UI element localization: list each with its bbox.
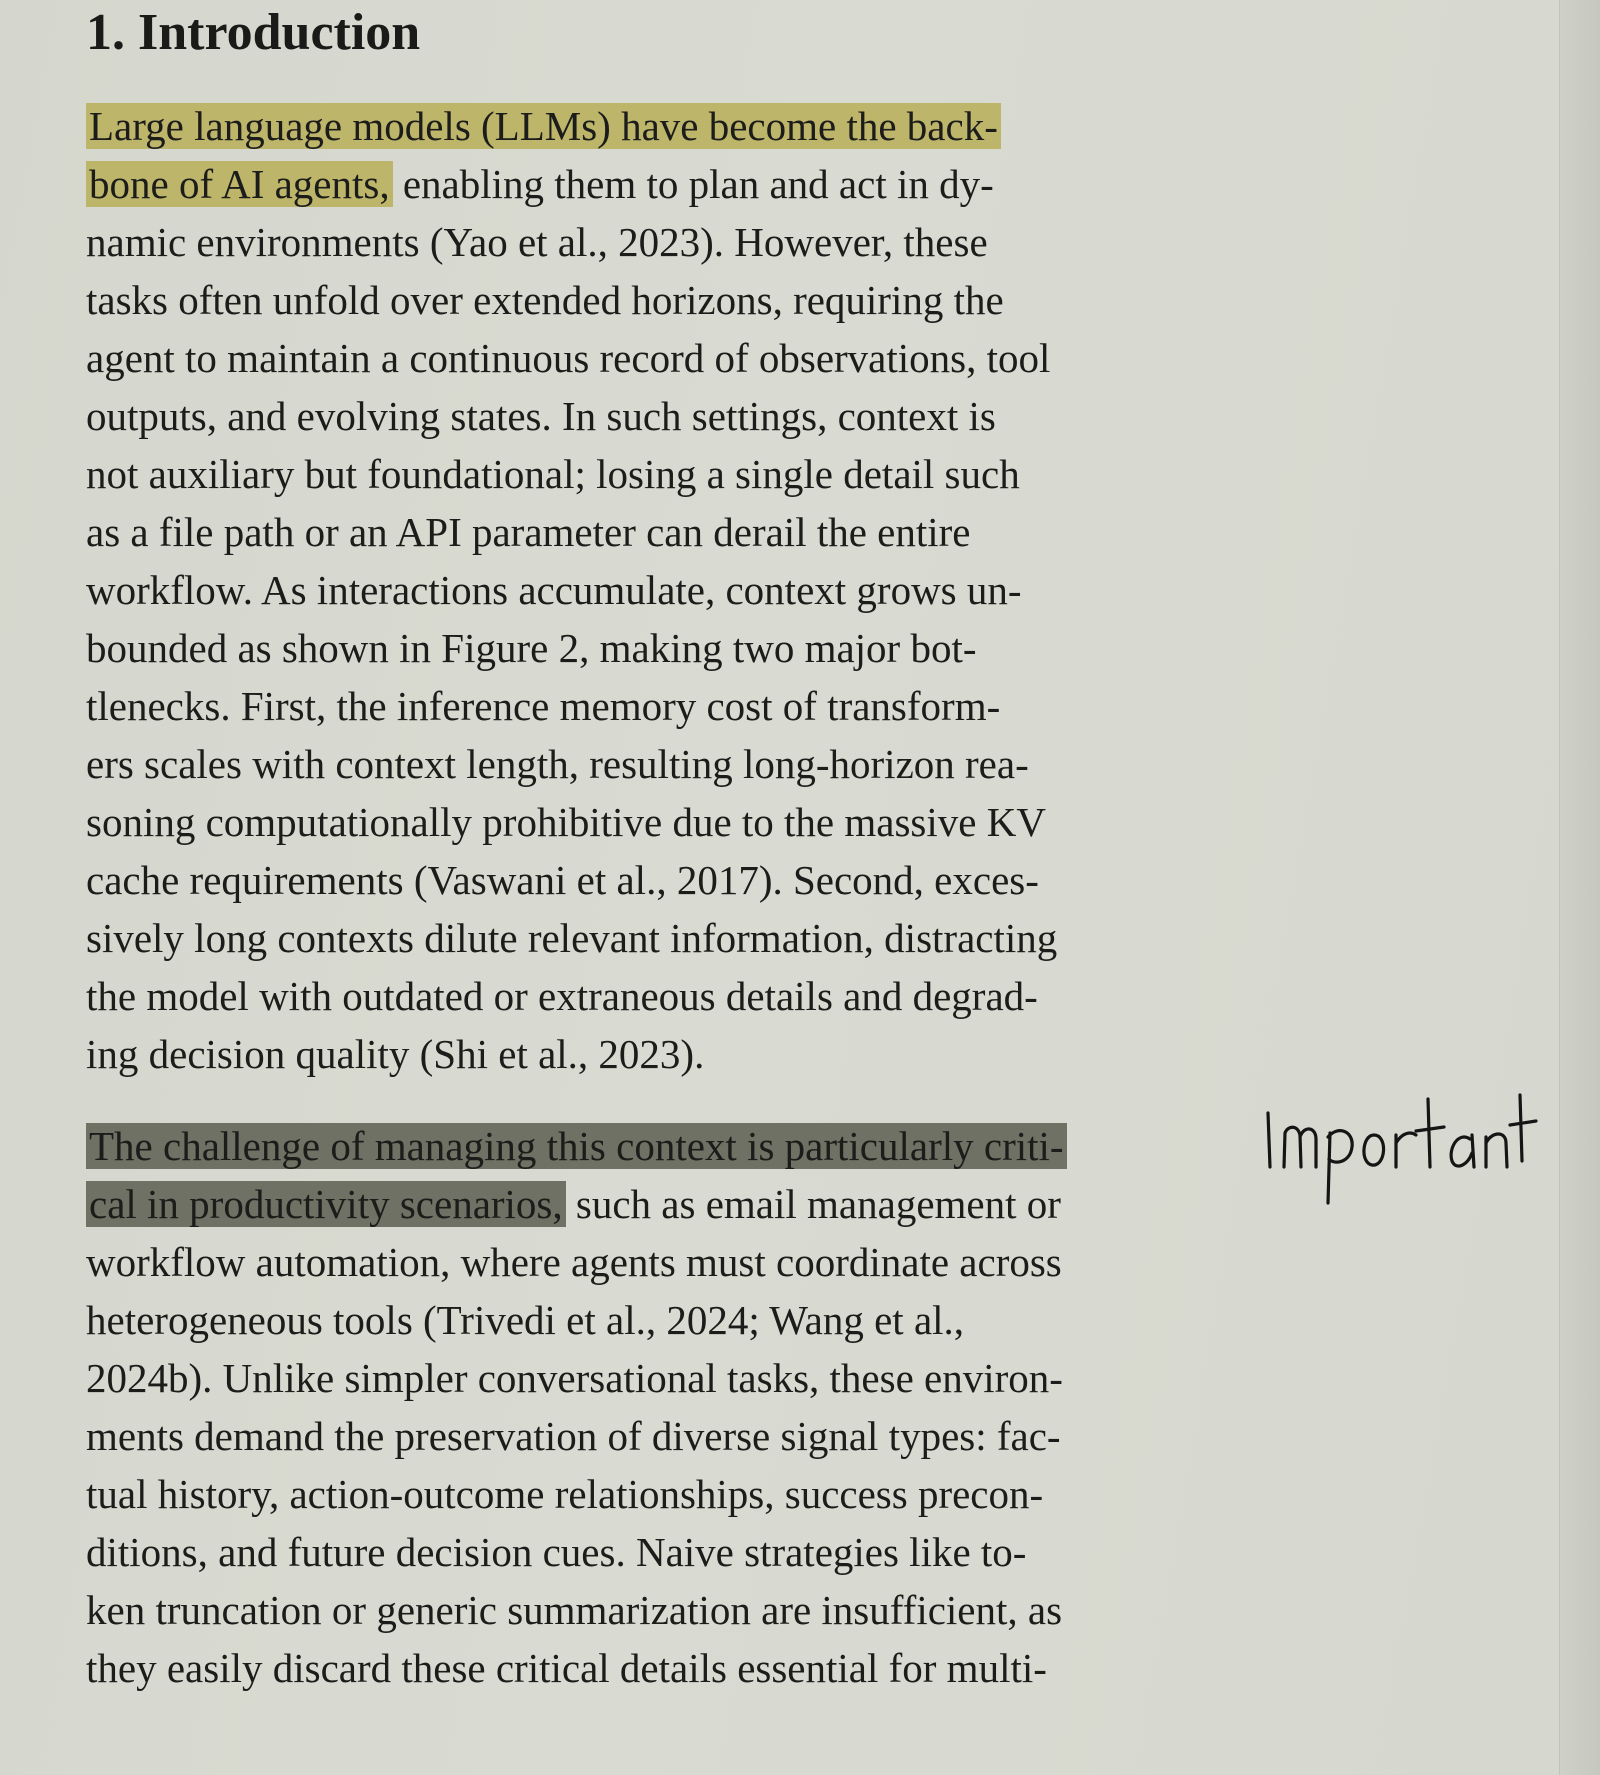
text-line	[86, 793, 1057, 851]
text-line	[86, 909, 1057, 967]
line-text: 2024b). Unlike simpler conversational tasks, these environ-	[86, 1355, 1063, 1401]
highlighted-text: cal in productivity scenarios,	[86, 1181, 566, 1227]
highlighted-text: The challenge of managing this context is particularly criti-	[86, 1123, 1067, 1169]
text-line	[86, 271, 1057, 329]
highlighted-text: bone of AI agents,	[86, 161, 393, 207]
line-text: workflow. As interactions accumulate, context grows un-	[86, 567, 1022, 613]
text-line	[86, 677, 1057, 735]
line-text: ditions, and future decision cues. Naive strategies like to-	[86, 1529, 1027, 1575]
line-text: tasks often unfold over extended horizons, requiring the	[86, 277, 1004, 323]
line-text: workflow automation, where agents must coordinate across	[86, 1239, 1062, 1285]
line-text: tual history, action-outcome relationships, success precon-	[86, 1471, 1044, 1517]
text-line	[86, 97, 1057, 155]
line-text: sively long contexts dilute relevant information, distracting	[86, 915, 1058, 961]
handwritten-annotation-important	[1258, 1085, 1538, 1205]
line-text: ers scales with context length, resulting long-horizon rea-	[86, 741, 1029, 787]
text-line	[86, 445, 1057, 503]
line-text: as a file path or an API parameter can derail the entire	[86, 509, 971, 555]
paragraph-2	[86, 1117, 1067, 1697]
line-text: ing decision quality (Shi et al., 2023).	[86, 1031, 705, 1077]
text-line	[86, 967, 1057, 1025]
line-text: enabling them to plan and act in dy-	[392, 161, 994, 207]
text-line	[86, 851, 1057, 909]
line-text: heterogeneous tools (Trivedi et al., 2024; Wang et al.,	[86, 1297, 965, 1343]
line-text: they easily discard these critical details essential for multi-	[86, 1645, 1047, 1691]
line-text: soning computationally prohibitive due to the massive KV	[86, 799, 1046, 845]
line-text: ken truncation or generic summarization are insufficient, as	[86, 1587, 1063, 1633]
line-text: bounded as shown in Figure 2, making two major bot-	[86, 625, 977, 671]
text-line	[86, 1581, 1067, 1639]
section-heading: 1. Introduction	[86, 4, 421, 61]
text-line	[86, 155, 1057, 213]
text-line	[86, 1465, 1067, 1523]
text-line	[86, 1349, 1067, 1407]
text-line	[86, 1407, 1067, 1465]
line-text: agent to maintain a continuous record of observations, tool	[86, 335, 1051, 381]
text-line	[86, 735, 1057, 793]
paragraph-1	[86, 97, 1057, 1083]
line-text: the model with outdated or extraneous details and degrad-	[86, 973, 1038, 1019]
annotation-text: Important	[1258, 1085, 1262, 1086]
text-line	[86, 329, 1057, 387]
line-text: ments demand the preservation of diverse signal types: fac-	[86, 1413, 1061, 1459]
text-line	[86, 619, 1057, 677]
text-line	[86, 1117, 1067, 1175]
line-text: namic environments (Yao et al., 2023). However, these	[86, 219, 988, 265]
text-line	[86, 1639, 1067, 1697]
line-text: cache requirements (Vaswani et al., 2017). Second, exces-	[86, 857, 1039, 903]
text-line	[86, 1175, 1067, 1233]
text-line	[86, 213, 1057, 271]
line-text: not auxiliary but foundational; losing a single detail such	[86, 451, 1020, 497]
line-text: such as email management or	[565, 1181, 1061, 1227]
highlighted-text: Large language models (LLMs) have become the back-	[86, 103, 1001, 149]
text-line	[86, 1025, 1057, 1083]
text-line	[86, 1523, 1067, 1581]
text-line	[86, 503, 1057, 561]
page-edge	[1559, 0, 1600, 1775]
line-text: tlenecks. First, the inference memory cost of transform-	[86, 683, 1001, 729]
text-line	[86, 1233, 1067, 1291]
line-text: outputs, and evolving states. In such settings, context is	[86, 393, 996, 439]
text-line	[86, 561, 1057, 619]
text-line	[86, 387, 1057, 445]
text-line	[86, 1291, 1067, 1349]
